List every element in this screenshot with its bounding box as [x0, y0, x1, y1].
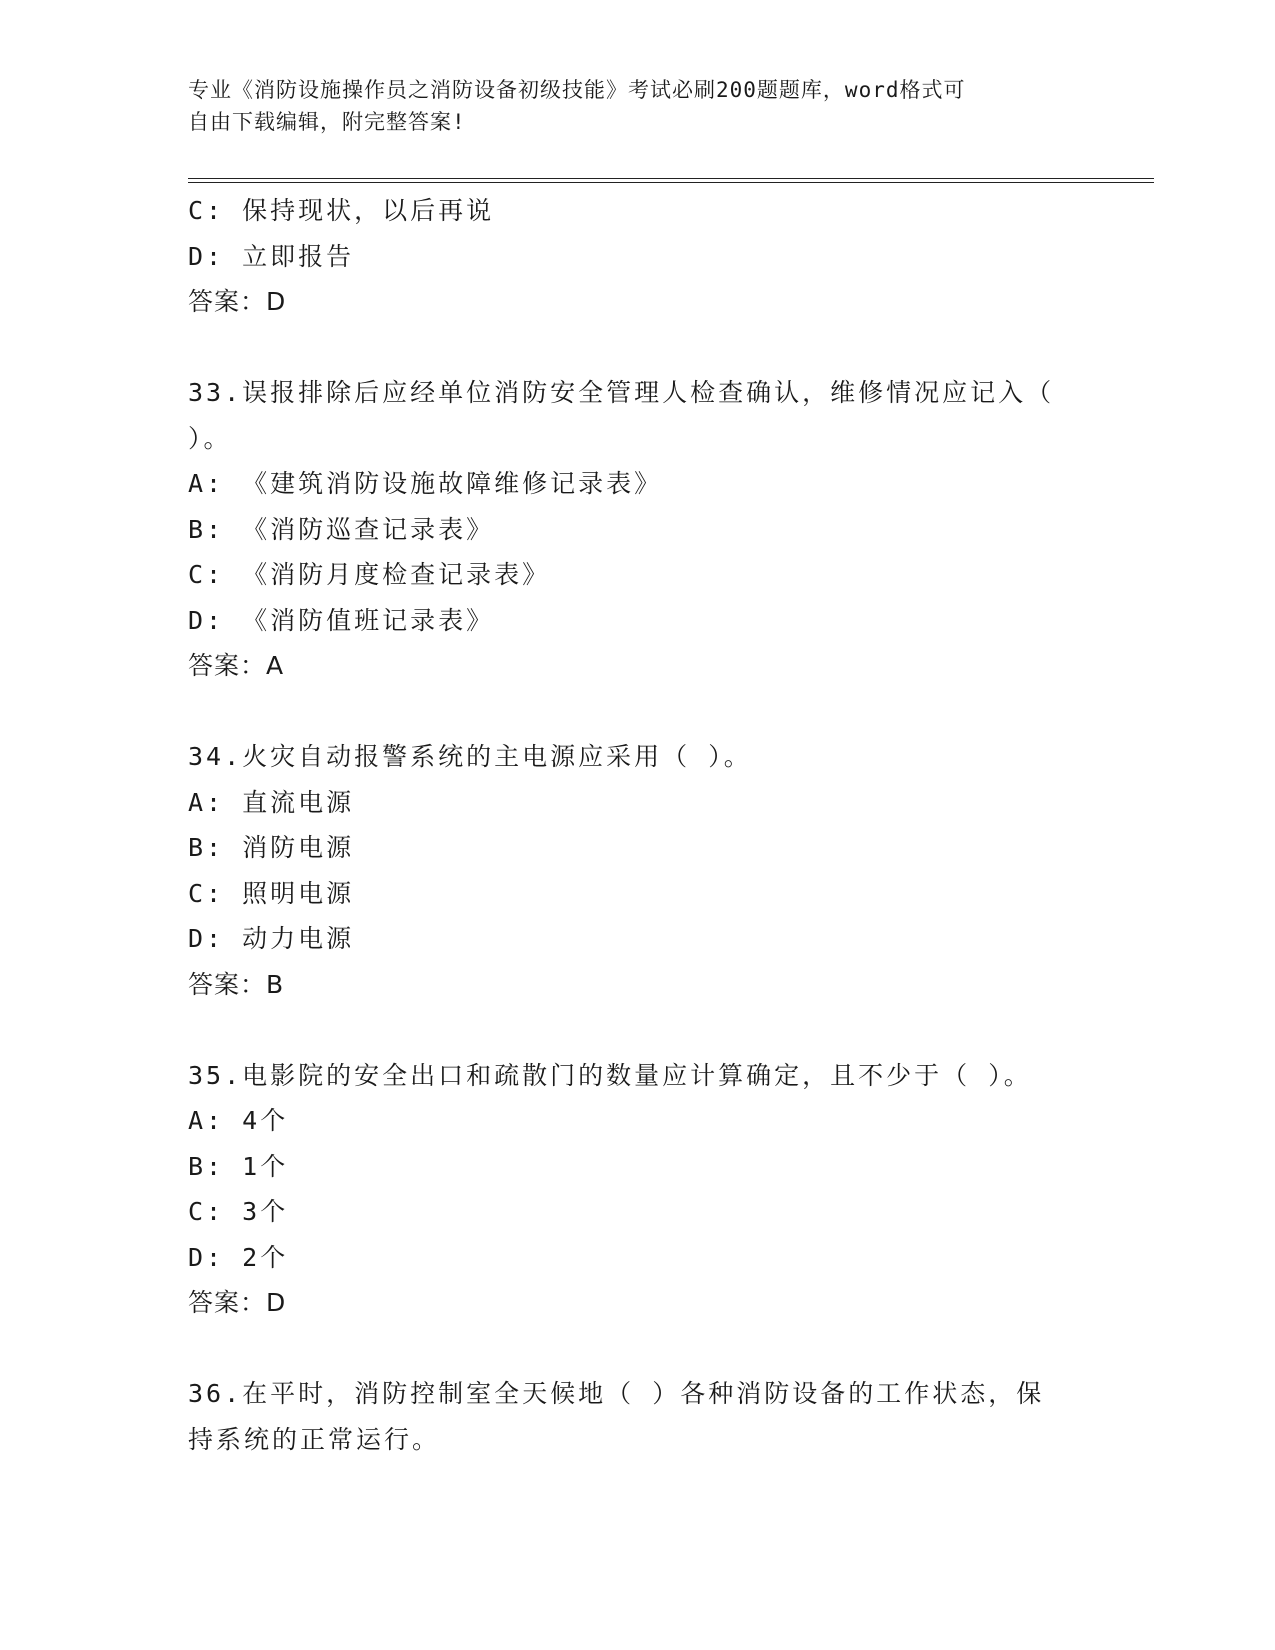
question-33	[188, 370, 1108, 689]
option-a: A: 4个	[188, 1106, 289, 1135]
option-d: D: 立即报告	[188, 241, 355, 271]
answer-line: 答案：B	[188, 969, 285, 999]
question-36	[188, 1371, 1108, 1462]
option-a: A: 直流电源	[188, 787, 355, 817]
option-b: B: 消防电源	[188, 833, 355, 862]
question-continued	[188, 188, 1108, 325]
option-a: A: 《建筑消防设施故障维修记录表》	[188, 469, 663, 498]
answer-line: 答案：D	[188, 287, 287, 316]
header-title-line-2: 自由下载编辑，附完整答案!	[188, 110, 466, 134]
answer-line: 答案：A	[188, 651, 285, 680]
document-header	[188, 74, 1068, 138]
option-c: C: 3个	[188, 1197, 289, 1226]
question-stem: ）。	[188, 423, 232, 453]
option-d: D: 2个	[188, 1242, 289, 1272]
question-list	[188, 188, 1108, 1462]
answer-line: 答案：D	[188, 1288, 287, 1317]
option-c: C: 《消防月度检查记录表》	[188, 560, 551, 589]
question-stem: 36.在平时，消防控制室全天候地（ ）各种消防设备的工作状态，保	[188, 1379, 1045, 1408]
option-c: C: 照明电源	[188, 878, 355, 908]
option-b: B: 1个	[188, 1151, 289, 1181]
question-stem: 33.误报排除后应经单位消防安全管理人检查确认，维修情况应记入（	[188, 378, 1055, 407]
question-35	[188, 1053, 1108, 1326]
option-d: D: 动力电源	[188, 924, 355, 953]
question-34	[188, 734, 1108, 1007]
header-divider-bottom	[188, 182, 1154, 183]
option-d: D: 《消防值班记录表》	[188, 605, 495, 635]
option-c: C: 保持现状，以后再说	[188, 196, 495, 225]
spacer	[188, 325, 1108, 371]
option-b: B: 《消防巡查记录表》	[188, 514, 495, 544]
question-stem: 34.火灾自动报警系统的主电源应采用（ ）。	[188, 742, 752, 771]
spacer	[188, 1007, 1108, 1053]
question-stem: 35.电影院的安全出口和疏散门的数量应计算确定，且不少于（ ）。	[188, 1060, 1032, 1090]
spacer	[188, 689, 1108, 735]
header-divider-top	[188, 178, 1154, 179]
header-title-line-1: 专业《消防设施操作员之消防设备初级技能》考试必刷200题题库，word格式可	[188, 78, 966, 102]
spacer	[188, 1326, 1108, 1372]
question-stem: 持系统的正常运行。	[188, 1424, 441, 1454]
